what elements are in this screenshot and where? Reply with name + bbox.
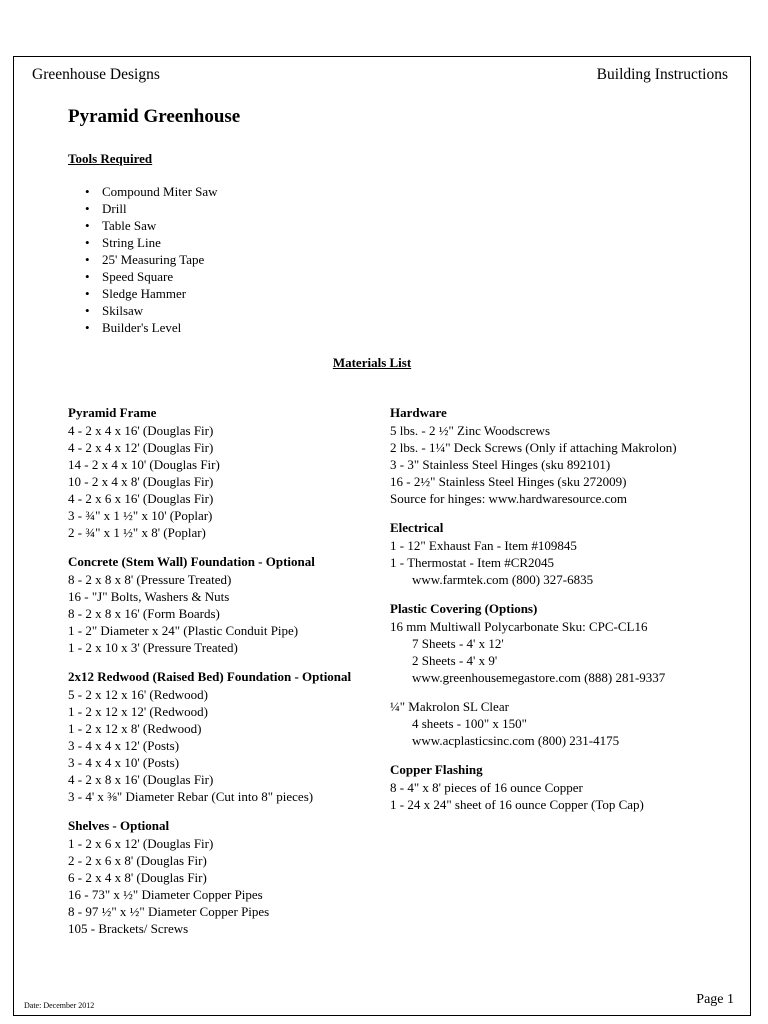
material-line: 3 - ¾" x 1 ½" x 10' (Poplar) xyxy=(68,508,213,523)
section-title: Shelves - Optional xyxy=(68,818,170,833)
tools-heading: Tools Required xyxy=(68,151,153,166)
material-line: 16 - "J" Bolts, Washers & Nuts xyxy=(68,589,230,604)
material-line: 8 - 4" x 8' pieces of 16 ounce Copper xyxy=(390,780,583,795)
material-line: 4 sheets - 100" x 150" xyxy=(412,716,527,731)
material-line: 2 - 2 x 6 x 8' (Douglas Fir) xyxy=(68,853,207,868)
section-title: Pyramid Frame xyxy=(68,405,157,420)
list-item: • Sledge Hammer xyxy=(84,285,218,302)
section-title: 2x12 Redwood (Raised Bed) Foundation - Optional xyxy=(68,669,352,684)
list-item: • Table Saw xyxy=(84,217,218,234)
footer-date: Date: December 2012 xyxy=(24,1001,95,1010)
material-line: 1 - 2 x 12 x 12' (Redwood) xyxy=(68,704,208,719)
material-line: 4 - 2 x 6 x 16' (Douglas Fir) xyxy=(68,491,214,506)
material-line: 16 mm Multiwall Polycarbonate Sku: CPC-CL16 xyxy=(390,619,648,634)
header-right-title: Building Instructions xyxy=(596,66,728,83)
material-line: Source for hinges: www.hardwaresource.com xyxy=(390,491,628,506)
section-shelves xyxy=(68,817,388,937)
material-line: 2 lbs. - 1¼" Deck Screws (Only if attaching Makrolon) xyxy=(390,440,677,455)
section-hardware xyxy=(390,404,730,507)
material-line: 1 - 2" Diameter x 24" (Plastic Conduit Pipe) xyxy=(68,623,299,638)
material-line: 4 - 2 x 4 x 16' (Douglas Fir) xyxy=(68,423,214,438)
page-number: Page 1 xyxy=(696,992,734,1007)
material-line: 3 - 4 x 4 x 12' (Posts) xyxy=(68,738,180,753)
material-line: 7 Sheets - 4' x 12' xyxy=(412,636,504,651)
materials-right-column xyxy=(390,404,730,825)
section-title: Electrical xyxy=(390,520,444,535)
list-item: • Drill xyxy=(84,200,218,217)
material-line: 16 - 73" x ½" Diameter Copper Pipes xyxy=(68,887,263,902)
material-line: 2 Sheets - 4' x 9' xyxy=(412,653,498,668)
material-line: 6 - 2 x 4 x 8' (Douglas Fir) xyxy=(68,870,207,885)
material-line: 4 - 2 x 4 x 12' (Douglas Fir) xyxy=(68,440,214,455)
material-line: 5 lbs. - 2 ½" Zinc Woodscrews xyxy=(390,423,550,438)
material-line: 2 - ¾" x 1 ½" x 8' (Poplar) xyxy=(68,525,206,540)
materials-left-column xyxy=(68,404,388,949)
material-line: 16 - 2½" Stainless Steel Hinges (sku 272009) xyxy=(390,474,627,489)
list-item: • Builder's Level xyxy=(84,319,218,336)
section-title: Copper Flashing xyxy=(390,762,483,777)
section-title: Hardware xyxy=(390,405,447,420)
section-plastic-covering xyxy=(390,600,730,749)
supplier-contact: www.acplasticsinc.com (800) 231-4175 xyxy=(412,733,620,748)
supplier-contact: www.greenhousemegastore.com (888) 281-9337 xyxy=(412,670,666,685)
list-item: • 25' Measuring Tape xyxy=(84,251,218,268)
material-line: 1 - 2 x 12 x 8' (Redwood) xyxy=(68,721,202,736)
list-item: • String Line xyxy=(84,234,218,251)
list-item: • Skilsaw xyxy=(84,302,218,319)
tools-list xyxy=(84,183,218,336)
header-left-title: Greenhouse Designs xyxy=(32,66,160,83)
material-line: 3 - 3" Stainless Steel Hinges (sku 892101) xyxy=(390,457,611,472)
section-concrete-foundation xyxy=(68,553,388,656)
material-line: 8 - 2 x 8 x 16' (Form Boards) xyxy=(68,606,220,621)
material-line: 10 - 2 x 4 x 8' (Douglas Fir) xyxy=(68,474,214,489)
section-title: Concrete (Stem Wall) Foundation - Optional xyxy=(68,554,315,569)
document-title: Pyramid Greenhouse xyxy=(68,106,241,127)
supplier-contact: www.farmtek.com (800) 327-6835 xyxy=(412,572,594,587)
material-line: 14 - 2 x 4 x 10' (Douglas Fir) xyxy=(68,457,220,472)
material-line: 8 - 97 ½" x ½" Diameter Copper Pipes xyxy=(68,904,270,919)
materials-heading: Materials List xyxy=(332,355,412,370)
section-pyramid-frame xyxy=(68,404,388,541)
section-copper-flashing xyxy=(390,761,730,813)
material-line: 1 - 2 x 10 x 3' (Pressure Treated) xyxy=(68,640,238,655)
material-line: 105 - Brackets/ Screws xyxy=(68,921,189,936)
material-line: 8 - 2 x 8 x 8' (Pressure Treated) xyxy=(68,572,232,587)
material-line: 1 - 24 x 24" sheet of 16 ounce Copper (Top Cap) xyxy=(390,797,644,812)
section-electrical xyxy=(390,519,730,588)
material-line: 5 - 2 x 12 x 16' (Redwood) xyxy=(68,687,208,702)
section-title: Plastic Covering (Options) xyxy=(390,601,538,616)
material-line: 1 - 12" Exhaust Fan - Item #109845 xyxy=(390,538,577,553)
list-item: • Compound Miter Saw xyxy=(84,183,218,200)
material-line: ¼" Makrolon SL Clear xyxy=(390,699,509,714)
material-line: 3 - 4' x ⅜" Diameter Rebar (Cut into 8" pieces) xyxy=(68,789,314,804)
material-line: 1 - 2 x 6 x 12' (Douglas Fir) xyxy=(68,836,214,851)
list-item: • Speed Square xyxy=(84,268,218,285)
material-line: 1 - Thermostat - Item #CR2045 xyxy=(390,555,555,570)
material-line: 3 - 4 x 4 x 10' (Posts) xyxy=(68,755,180,770)
section-redwood-foundation xyxy=(68,668,388,805)
material-line: 4 - 2 x 8 x 16' (Douglas Fir) xyxy=(68,772,214,787)
